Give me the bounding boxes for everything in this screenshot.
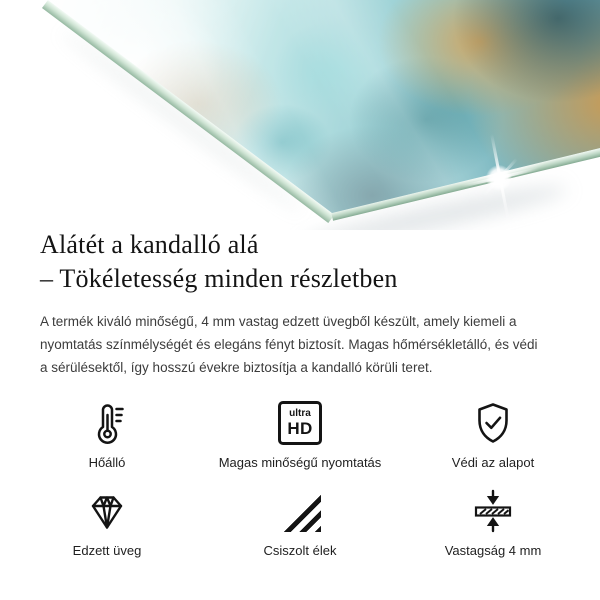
feature-thickness	[400, 488, 586, 558]
feature-heat-resistant	[14, 400, 200, 470]
feature-polished-edges	[200, 488, 400, 558]
page-title-line2: – Tökéletesség minden részletben	[40, 264, 398, 293]
feature-ultra-hd-print	[200, 400, 400, 470]
feature-label: Csiszolt élek	[263, 543, 337, 558]
feature-label: Védi az alapot	[451, 455, 535, 470]
feature-label: Magas minőségű nyomtatás	[218, 455, 382, 470]
feature-protects-base	[400, 400, 586, 470]
product-description: A termék kiváló minőségű, 4 mm vastag edzett üvegből készült, amely kiemeli a nyomtatás színmélységét és elegáns fényt biztosít. Magas hőmérsékletálló, és védi a sérülésektől, így hosszú évekre biztosítja a kandalló körüli teret.	[40, 314, 538, 375]
ultra-hd-icon: ultra HD	[278, 401, 322, 445]
thickness-icon	[471, 489, 515, 533]
diamond-icon	[85, 489, 129, 533]
feature-label: Vastagság 4 mm	[444, 543, 542, 558]
polished-edges-icon	[279, 490, 321, 532]
page-title-line1: Alátét a kandalló alá	[40, 230, 259, 259]
feature-tempered-glass	[14, 488, 200, 558]
thermometer-icon	[85, 401, 129, 445]
feature-label: Hőálló	[88, 455, 126, 470]
hero-section	[0, 0, 600, 230]
shield-check-icon	[471, 401, 515, 445]
page-title	[40, 228, 560, 296]
feature-label: Edzett üveg	[72, 543, 142, 558]
features-grid	[0, 400, 600, 558]
